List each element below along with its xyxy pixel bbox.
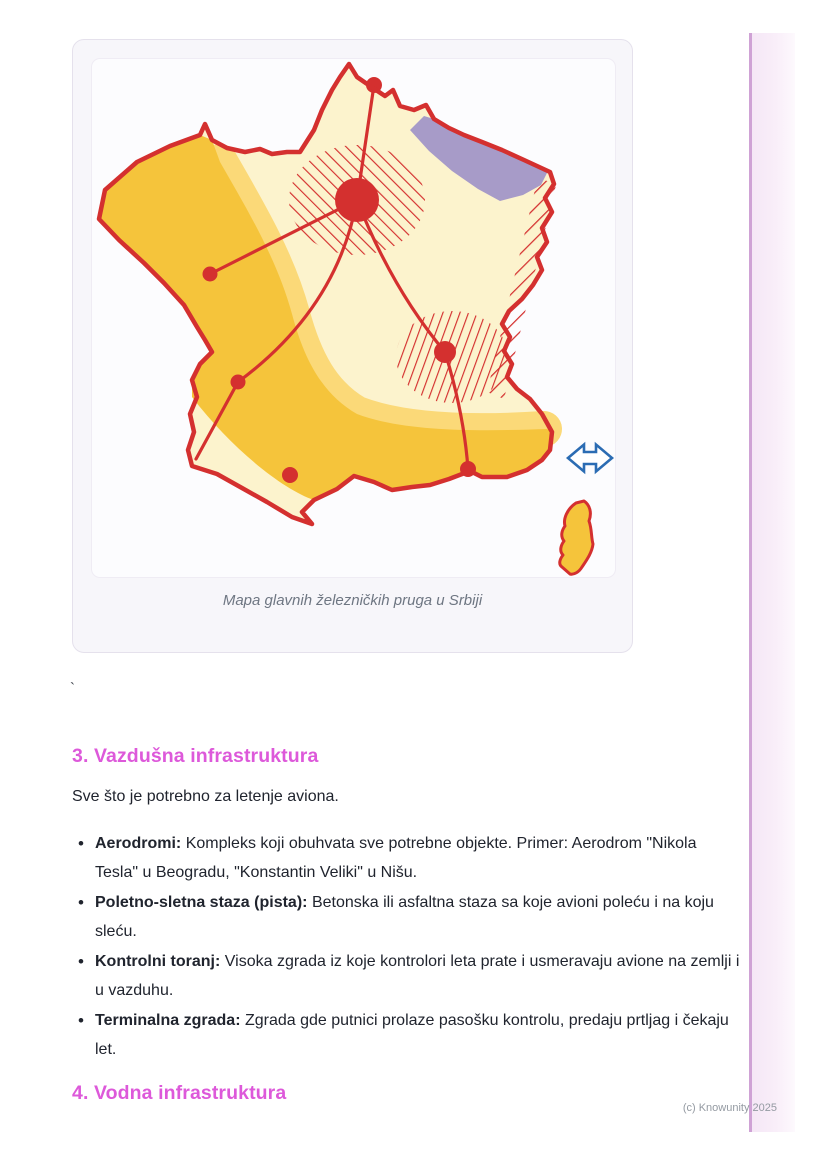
copyright-note: (c) Knowunity 2025 (682, 1102, 777, 1114)
bullet-term: Poletno-sletna staza (pista): (95, 894, 308, 911)
section-heading-water: 4. Vodna infrastruktura (72, 1082, 287, 1104)
bullet-desc: Zgrada gde putnici prolaze pasošku kontrolu, predaju prtljag i čekaju let. (95, 1012, 729, 1058)
list-item (72, 1006, 740, 1064)
section-intro: Sve što je potrebno za letenje aviona. (72, 788, 339, 805)
side-highlight-bar (749, 33, 795, 1132)
corsica-island (560, 501, 593, 574)
stray-backtick: ` (70, 680, 75, 697)
map-panel (91, 58, 616, 578)
list-item (72, 947, 740, 1005)
bullet-desc: Kompleks koji obuhvata sve potrebne objekte. Primer: Aerodrom "Nikola Tesla" u Beogradu, "Konstantin Veliki" u Nišu. (95, 835, 697, 881)
bullet-list (72, 829, 740, 1065)
bullet-term: Kontrolni toranj: (95, 953, 221, 970)
list-item (72, 829, 740, 887)
bullet-desc: Betonska ili asfaltna staza sa koje avioni poleću i na koju sleću. (95, 894, 714, 940)
section-heading-air: 3. Vazdušna infrastruktura (72, 745, 319, 767)
figure-card (72, 39, 633, 653)
resize-horizontal-icon[interactable] (568, 445, 612, 472)
bullet-term: Terminalna zgrada: (95, 1012, 241, 1029)
list-item (72, 888, 740, 946)
figure-caption: Mapa glavnih železničkih pruga u Srbiji (222, 592, 483, 609)
railway-map-illustration (92, 59, 615, 577)
bullet-desc: Visoka zgrada iz koje kontrolori leta prate i usmeravaju avione na zemlji i u vazduhu. (95, 953, 740, 999)
bullet-term: Aerodromi: (95, 835, 182, 852)
